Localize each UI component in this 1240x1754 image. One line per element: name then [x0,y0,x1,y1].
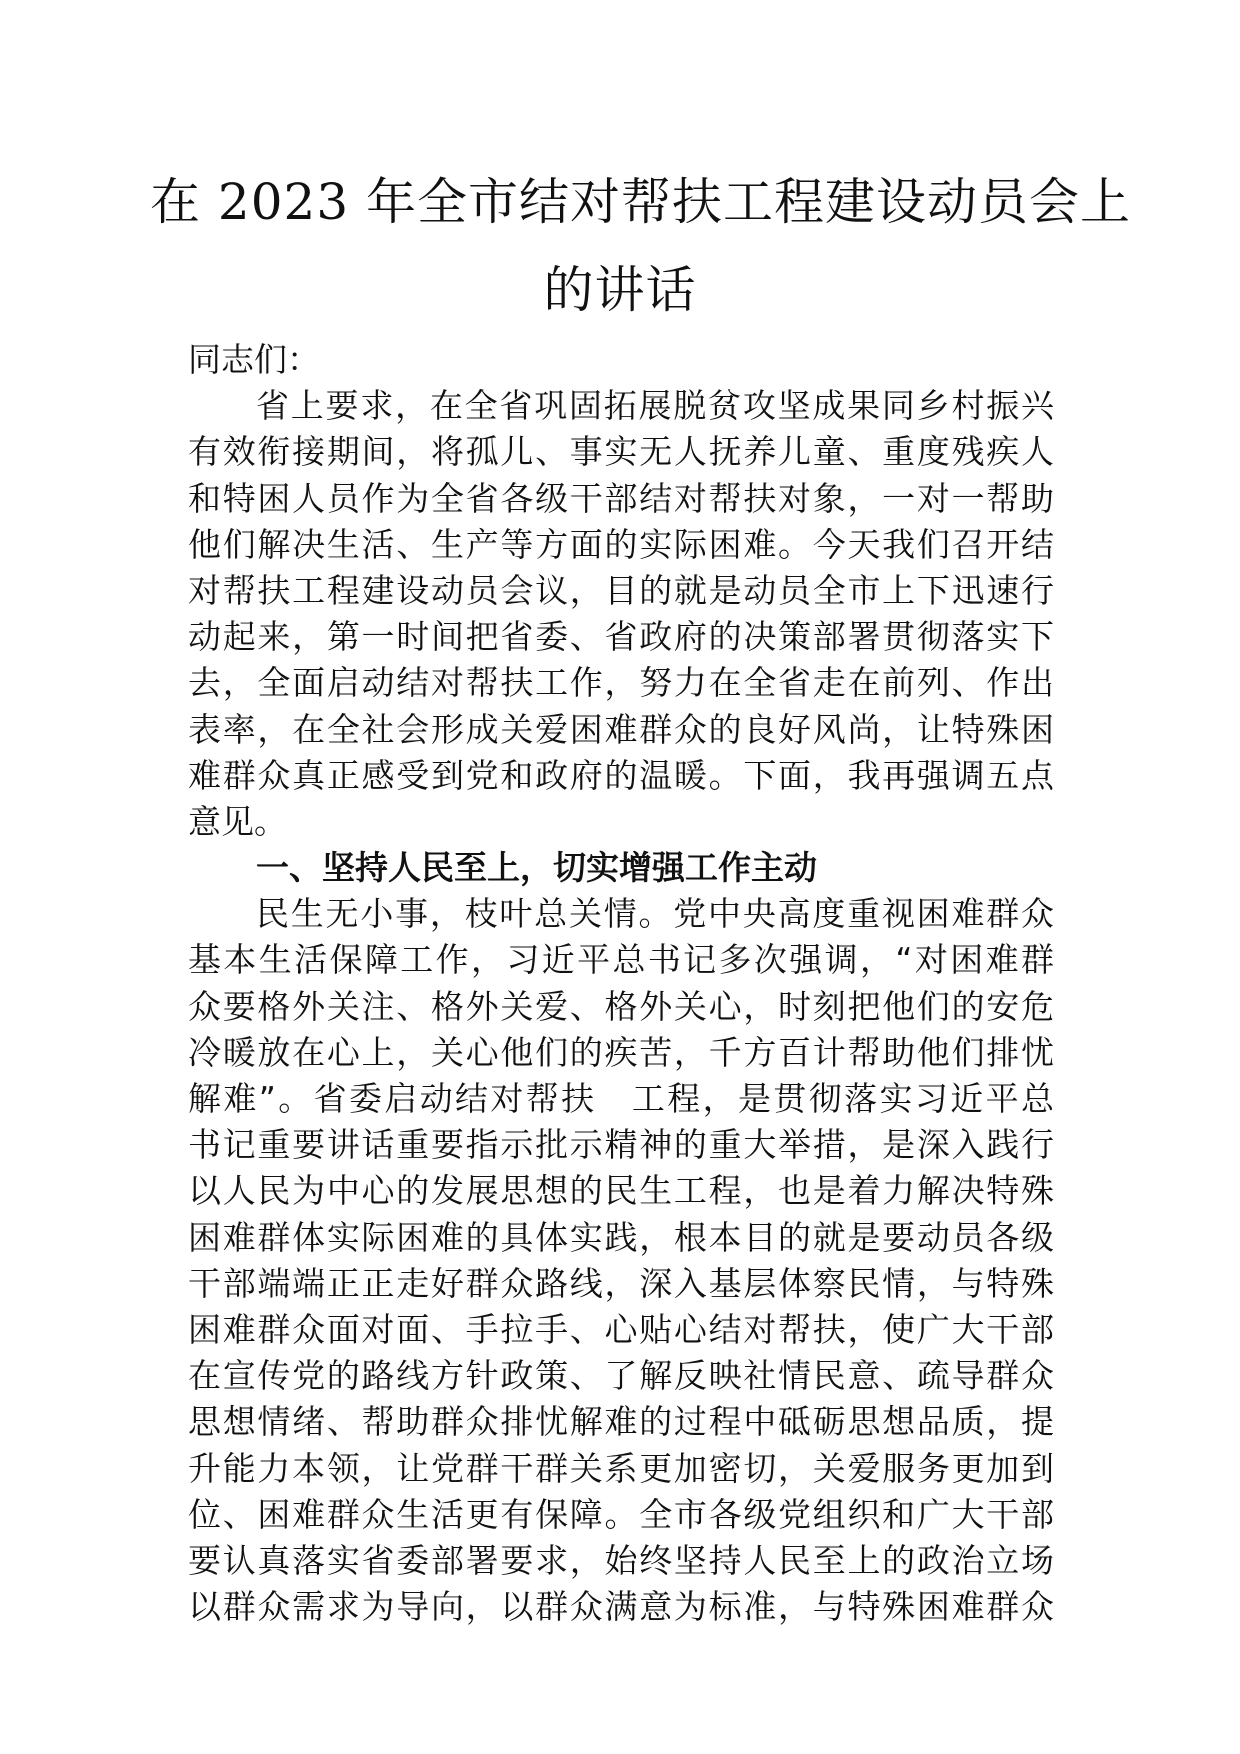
document-body [188,337,1054,1630]
paragraph-line: 意见。 [188,801,287,841]
paragraph-line: 干部端端正正走好群众路线，深入基层体察民情，与特殊 [188,1263,1054,1303]
salutation: 同志们： [188,340,320,379]
paragraph-line: 困难群体实际困难的具体实践，根本目的就是要动员各级 [188,1217,1054,1257]
paragraph-line: 以人民为中心的发展思想的民生工程，也是着力解决特殊 [188,1171,1054,1211]
paragraph-line: 解难”。省委启动结对帮扶 工程，是贯彻落实习近平总 [188,1079,1054,1118]
paragraph-line: 困难群众面对面、手拉手、心贴心结对帮扶，使广大干部 [188,1309,1054,1349]
paragraph-line: 去，全面启动结对帮扶工作，努力在全省走在前列、作出 [188,663,1054,703]
document-title-line-2: 的讲话 [543,261,697,319]
paragraph-line: 冷暖放在心上，关心他们的疾苦，千方百计帮助他们排忧 [188,1032,1054,1072]
paragraph-line: 难群众真正感受到党和政府的温暖。下面，我再强调五点 [188,755,1054,795]
paragraph-line: 书记重要讲话重要指示批示精神的重大举措，是深入践行 [188,1125,1054,1165]
paragraph-line: 和特困人员作为全省各级干部结对帮扶对象，一对一帮助 [188,478,1054,518]
paragraph-line: 他们解决生活、生产等方面的实际困难。今天我们召开结 [188,524,1054,564]
paragraph-line: 思想情绪、帮助群众排忧解难的过程中砥砺思想品质，提 [188,1402,1054,1442]
paragraph-line: 表率，在全社会形成关爱困难群众的良好风尚，让特殊困 [188,709,1054,749]
paragraph-line: 位、困难群众生活更有保障。全市各级党组织和广大干部 [188,1494,1054,1534]
paragraph-line: 民生无小事，枝叶总关情。党中央高度重视困难群众 [256,894,1054,934]
document-title-line-1: 在 2023 年全市结对帮扶工程建设动员会上 [150,173,1132,231]
paragraph-line: 以群众需求为导向，以群众满意为标准，与特殊困难群众 [188,1587,1054,1627]
paragraph-line: 在宣传党的路线方针政策、了解反映社情民意、疏导群众 [188,1356,1054,1396]
paragraph-line: 动起来，第一时间把省委、省政府的决策部署贯彻落实下 [188,617,1054,657]
paragraph-line: 基本生活保障工作，习近平总书记多次强调，“对困难群 [188,940,1054,980]
section-heading: 一、坚持人民至上，切实增强工作主动 [256,848,817,888]
paragraph-line: 要认真落实省委部署要求，始终坚持人民至上的政治立场 [188,1540,1054,1580]
paragraph-line: 升能力本领，让党群干群关系更加密切，关爱服务更加到 [188,1448,1054,1488]
paragraph-line: 众要格外关注、格外关爱、格外关心，时刻把他们的安危 [188,986,1054,1026]
paragraph-line: 省上要求，在全省巩固拓展脱贫攻坚成果同乡村振兴 [256,386,1054,426]
paragraph-line: 有效衔接期间，将孤儿、事实无人抚养儿童、重度残疾人 [188,432,1054,472]
paragraph-line: 对帮扶工程建设动员会议，目的就是动员全市上下迅速行 [188,570,1054,610]
